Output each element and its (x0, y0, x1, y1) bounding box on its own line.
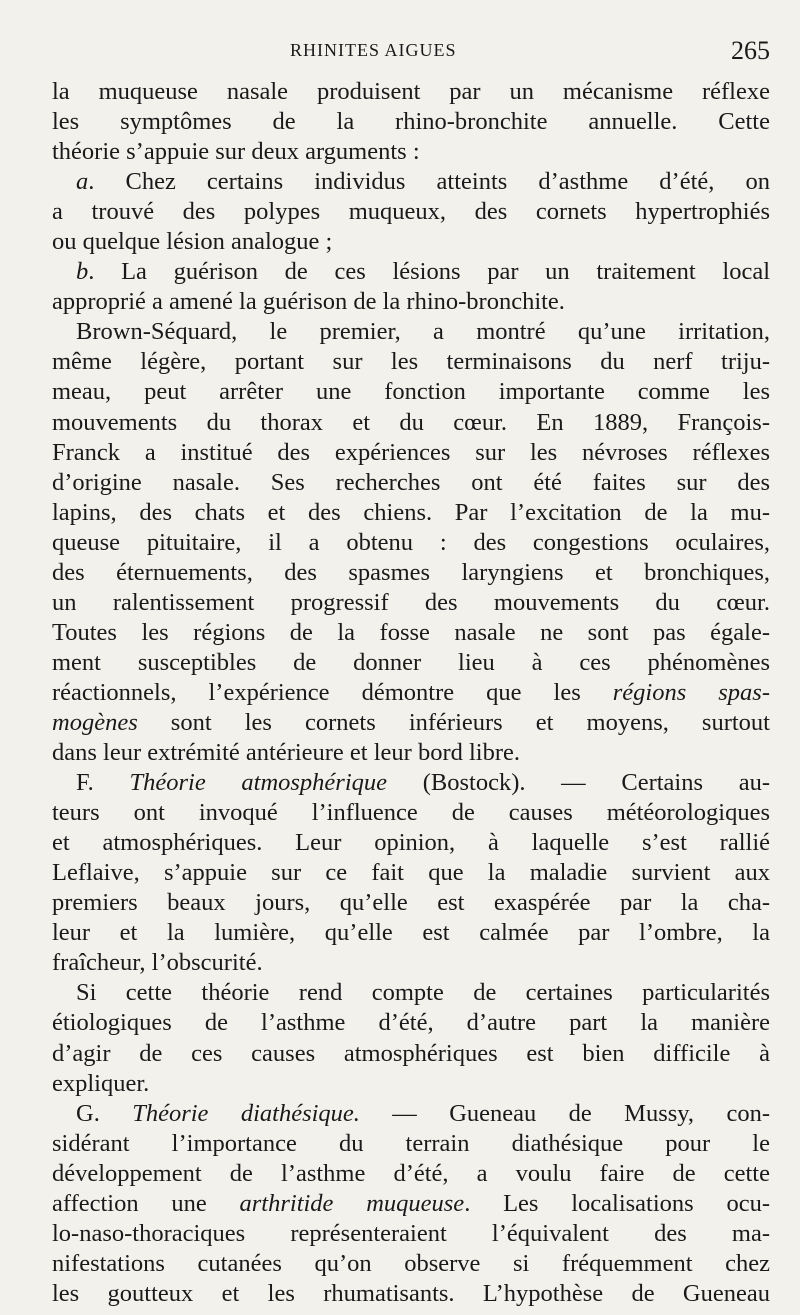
body-text (52, 77, 770, 1309)
text-line: premiers beaux jours, qu’elle est exaspérée par la cha- (52, 889, 770, 917)
text-line: dans leur extrémité antérieure et leur bord libre. (52, 739, 521, 767)
text-line: lapins, des chats et des chiens. Par l’excitation de la mu- (52, 498, 770, 526)
text-line: d’agir de ces causes atmosphériques est bien difficile à (52, 1039, 770, 1067)
text-line: la muqueuse nasale produisent par un mécanisme réflexe (52, 78, 770, 105)
running-title: RHINITES AIGUES (290, 40, 457, 60)
text-line: teurs ont invoqué l’influence de causes météorologiques (52, 799, 770, 827)
text-line: et atmosphériques. Leur opinion, à laquelle s’est rallié (52, 829, 770, 857)
text-line: meau, peut arrêter une fonction importante comme les (52, 378, 770, 406)
text-line: réactionnels, l’expérience démontre que les régions spas- (52, 678, 770, 706)
text-line: approprié a amené la guérison de la rhino-bronchite. (52, 288, 565, 316)
text-line: Toutes les régions de la fosse nasale ne sont pas égale- (52, 618, 770, 646)
text-line: a. Chez certains individus atteints d’asthme d’été, on (76, 168, 770, 196)
text-line: sidérant l’importance du terrain diathésique pour le (52, 1129, 770, 1157)
text-line: théorie s’appuie sur deux arguments : (52, 138, 420, 166)
text-line: G. Théorie diathésique. — Gueneau de Mussy, con- (76, 1099, 770, 1127)
text-line: F. Théorie atmosphérique (Bostock). — Certains au- (76, 769, 770, 797)
text-line: d’origine nasale. Ses recherches ont été faites sur des (52, 468, 770, 496)
text-line: étiologiques de l’asthme d’été, d’autre part la manière (52, 1009, 770, 1037)
running-head (52, 36, 770, 70)
text-line: développement de l’asthme d’été, a voulu faire de cette (52, 1159, 770, 1187)
text-line: les goutteux et les rhumatisants. L’hypothèse de Gueneau (52, 1279, 770, 1307)
text-line: a trouvé des polypes muqueux, des cornets hypertrophiés (52, 198, 770, 226)
text-line: b. La guérison de ces lésions par un traitement local (76, 258, 770, 286)
text-line: lo-naso-thoraciques représenteraient l’équivalent des ma- (52, 1219, 770, 1247)
text-line: les symptômes de la rhino-bronchite annuelle. Cette (52, 108, 770, 136)
text-line: Leflaive, s’appuie sur ce fait que la maladie survient aux (52, 859, 770, 887)
text-line: Franck a institué des expériences sur les névroses réflexes (52, 438, 770, 466)
text-line: nifestations cutanées qu’on observe si fréquemment chez (52, 1249, 770, 1277)
text-line: ment susceptibles de donner lieu à ces phénomènes (52, 648, 770, 676)
text-line: Si cette théorie rend compte de certaines particularités (76, 979, 770, 1007)
text-line: mogènes sont les cornets inférieurs et moyens, surtout (52, 708, 770, 736)
text-line: ou quelque lésion analogue ; (52, 228, 333, 256)
text-line: fraîcheur, l’obscurité. (52, 949, 263, 977)
text-line: queuse pituitaire, il a obtenu : des congestions oculaires, (52, 528, 770, 556)
text-line: même légère, portant sur les terminaisons du nerf triju- (52, 348, 770, 376)
text-line: expliquer. (52, 1069, 150, 1097)
text-line: affection une arthritide muqueuse. Les localisations ocu- (52, 1189, 770, 1217)
page-number: 265 (731, 36, 770, 65)
text-line: Brown-Séquard, le premier, a montré qu’une irritation, (76, 318, 770, 346)
text-line: des éternuements, des spasmes laryngiens et bronchiques, (52, 558, 770, 586)
text-line: leur et la lumière, qu’elle est calmée par l’ombre, la (52, 919, 770, 947)
text-line: un ralentissement progressif des mouvements du cœur. (52, 588, 770, 616)
text-line: mouvements du thorax et du cœur. En 1889, François- (52, 408, 770, 436)
